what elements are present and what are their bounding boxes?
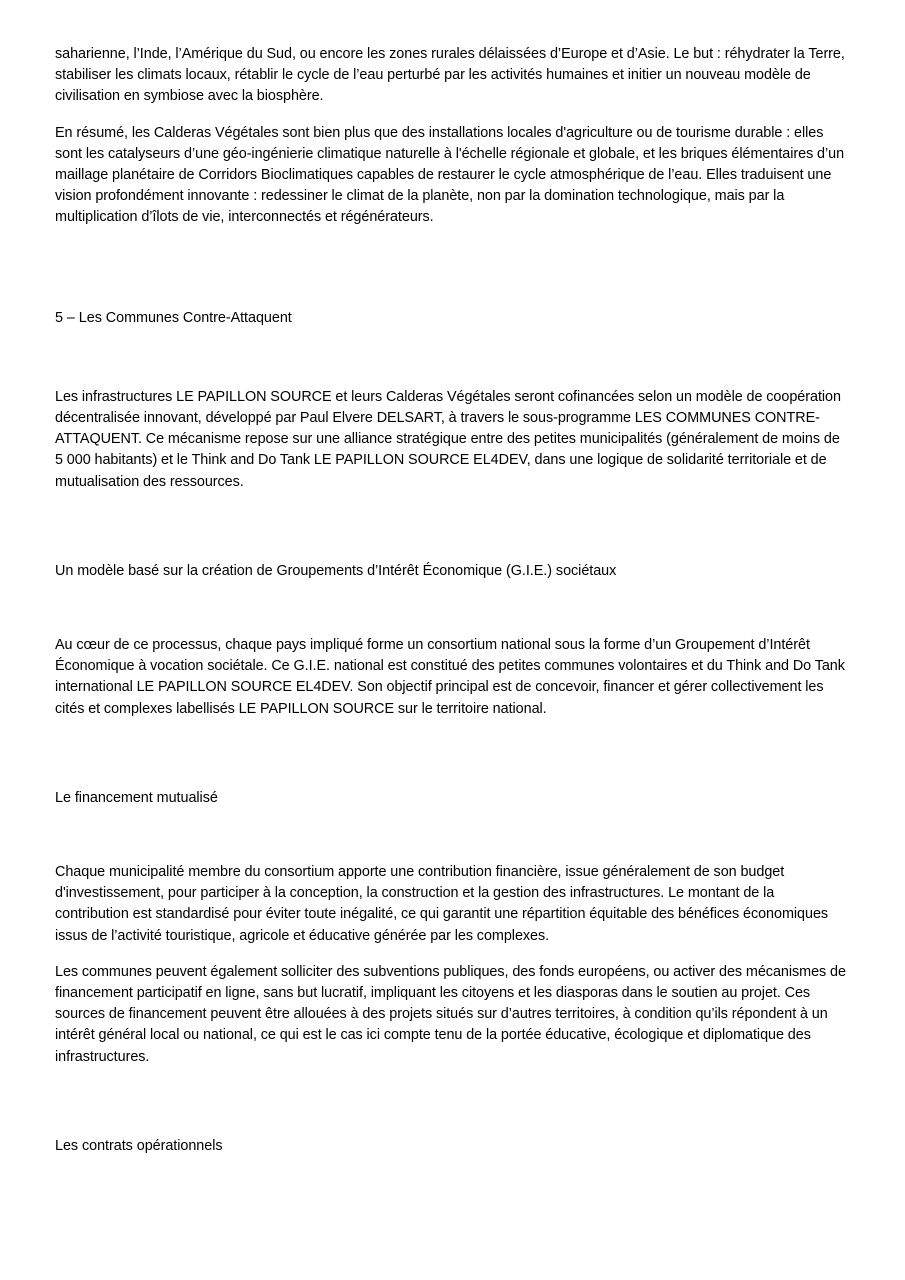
paragraph-saharienne: saharienne, l’Inde, l’Amérique du Sud, ou encore les zones rurales délaissées d’Europe et d’Asie. Le but : réhydrater la Terre, stabiliser les climats locaux, rétablir le cycle de l’eau perturbé par les activités humaines et initier un nouveau modèle de civilisation en symbiose avec la biosphère.: [55, 46, 845, 105]
spacer-after-subheading-financement: [55, 809, 849, 862]
subheading-contrats-operationnels: Les contrats opérationnels: [55, 1137, 223, 1154]
spacer-after-subheading-gie: [55, 582, 849, 635]
spacer-before-subheading-contrats: [55, 1083, 849, 1136]
subheading-modele-gie: Un modèle basé sur la création de Groupements d’Intérêt Économique (G.I.E.) sociétaux: [55, 562, 617, 579]
paragraph-en-resume: En résumé, les Calderas Végétales sont bien plus que des installations locales d'agriculture ou de tourisme durable : elles sont les catalyseurs d’une géo-ingénierie climatique naturelle à l'échelle régionale et globale, et les briques élémentaires d’un maillage planétaire de Corridors Bioclimatiques capables de restaurer le cycle atmosphérique de l’eau. Elles traduisent une vision profondément innovante : redessiner le climat de la planète, non par la domination technologique, mais par la multiplication d’îlots de vie, interconnectés et régénérateurs.: [55, 124, 845, 226]
spacer-before-subheading-gie: [55, 508, 849, 561]
document-body: [55, 44, 849, 1157]
paragraph-au-coeur: Au cœur de ce processus, chaque pays impliqué forme un consortium national sous la forme d’un Groupement d’Intérêt Économique à vocation sociétale. Ce G.I.E. national est constitué des petites communes volontaires et du Think and Do Tank international LE PAPILLON SOURCE EL4DEV. Son objectif principal est de concevoir, financer et gérer collectivement les cités et complexes labellisés LE PAPILLON SOURCE sur le territoire national.: [55, 637, 845, 717]
spacer-before-subheading-financement: [55, 735, 849, 788]
spacer-before-section-heading: [55, 244, 849, 308]
paragraph-les-communes-peuvent: Les communes peuvent également solliciter des subventions publiques, des fonds européens, ou activer des mécanismes de financement participatif en ligne, sans but lucratif, impliquant les citoyens et les diasporas dans le soutien au projet. Ces sources de financement peuvent être allouées à des projets situés sur d’autres territoires, à condition qu’ils répondent à un intérêt général local ou national, ce qui est le cas ici compte tenu de la portée éducative, écologique et diplomatique des infrastructures.: [55, 963, 846, 1065]
spacer-after-section-heading: [55, 329, 849, 387]
paragraph-les-infrastructures: Les infrastructures LE PAPILLON SOURCE et leurs Calderas Végétales seront cofinancées selon un modèle de coopération décentralisée innovant, développé par Paul Elvere DELSART, à travers le sous-programme LES COMMUNES CONTRE-ATTAQUENT. Ce mécanisme repose sur une alliance stratégique entre des petites municipalités (généralement de moins de 5 000 habitants) et le Think and Do Tank LE PAPILLON SOURCE EL4DEV, dans une logique de solidarité territoriale et de mutualisation des ressources.: [55, 388, 841, 490]
paragraph-chaque-municipalite: Chaque municipalité membre du consortium apporte une contribution financière, issue généralement de son budget d'investissement, pour participer à la conception, la construction et la gestion des infrastructures. Le montant de la contribution est standardisé pour éviter toute inégalité, ce qui garantit une répartition équitable des bénéfices économiques issus de l’activité touristique, agricole et éducative générée par les complexes.: [55, 864, 829, 944]
section-heading-5: 5 – Les Communes Contre-Attaquent: [55, 309, 292, 326]
subheading-financement-mutualise: Le financement mutualisé: [55, 789, 218, 806]
